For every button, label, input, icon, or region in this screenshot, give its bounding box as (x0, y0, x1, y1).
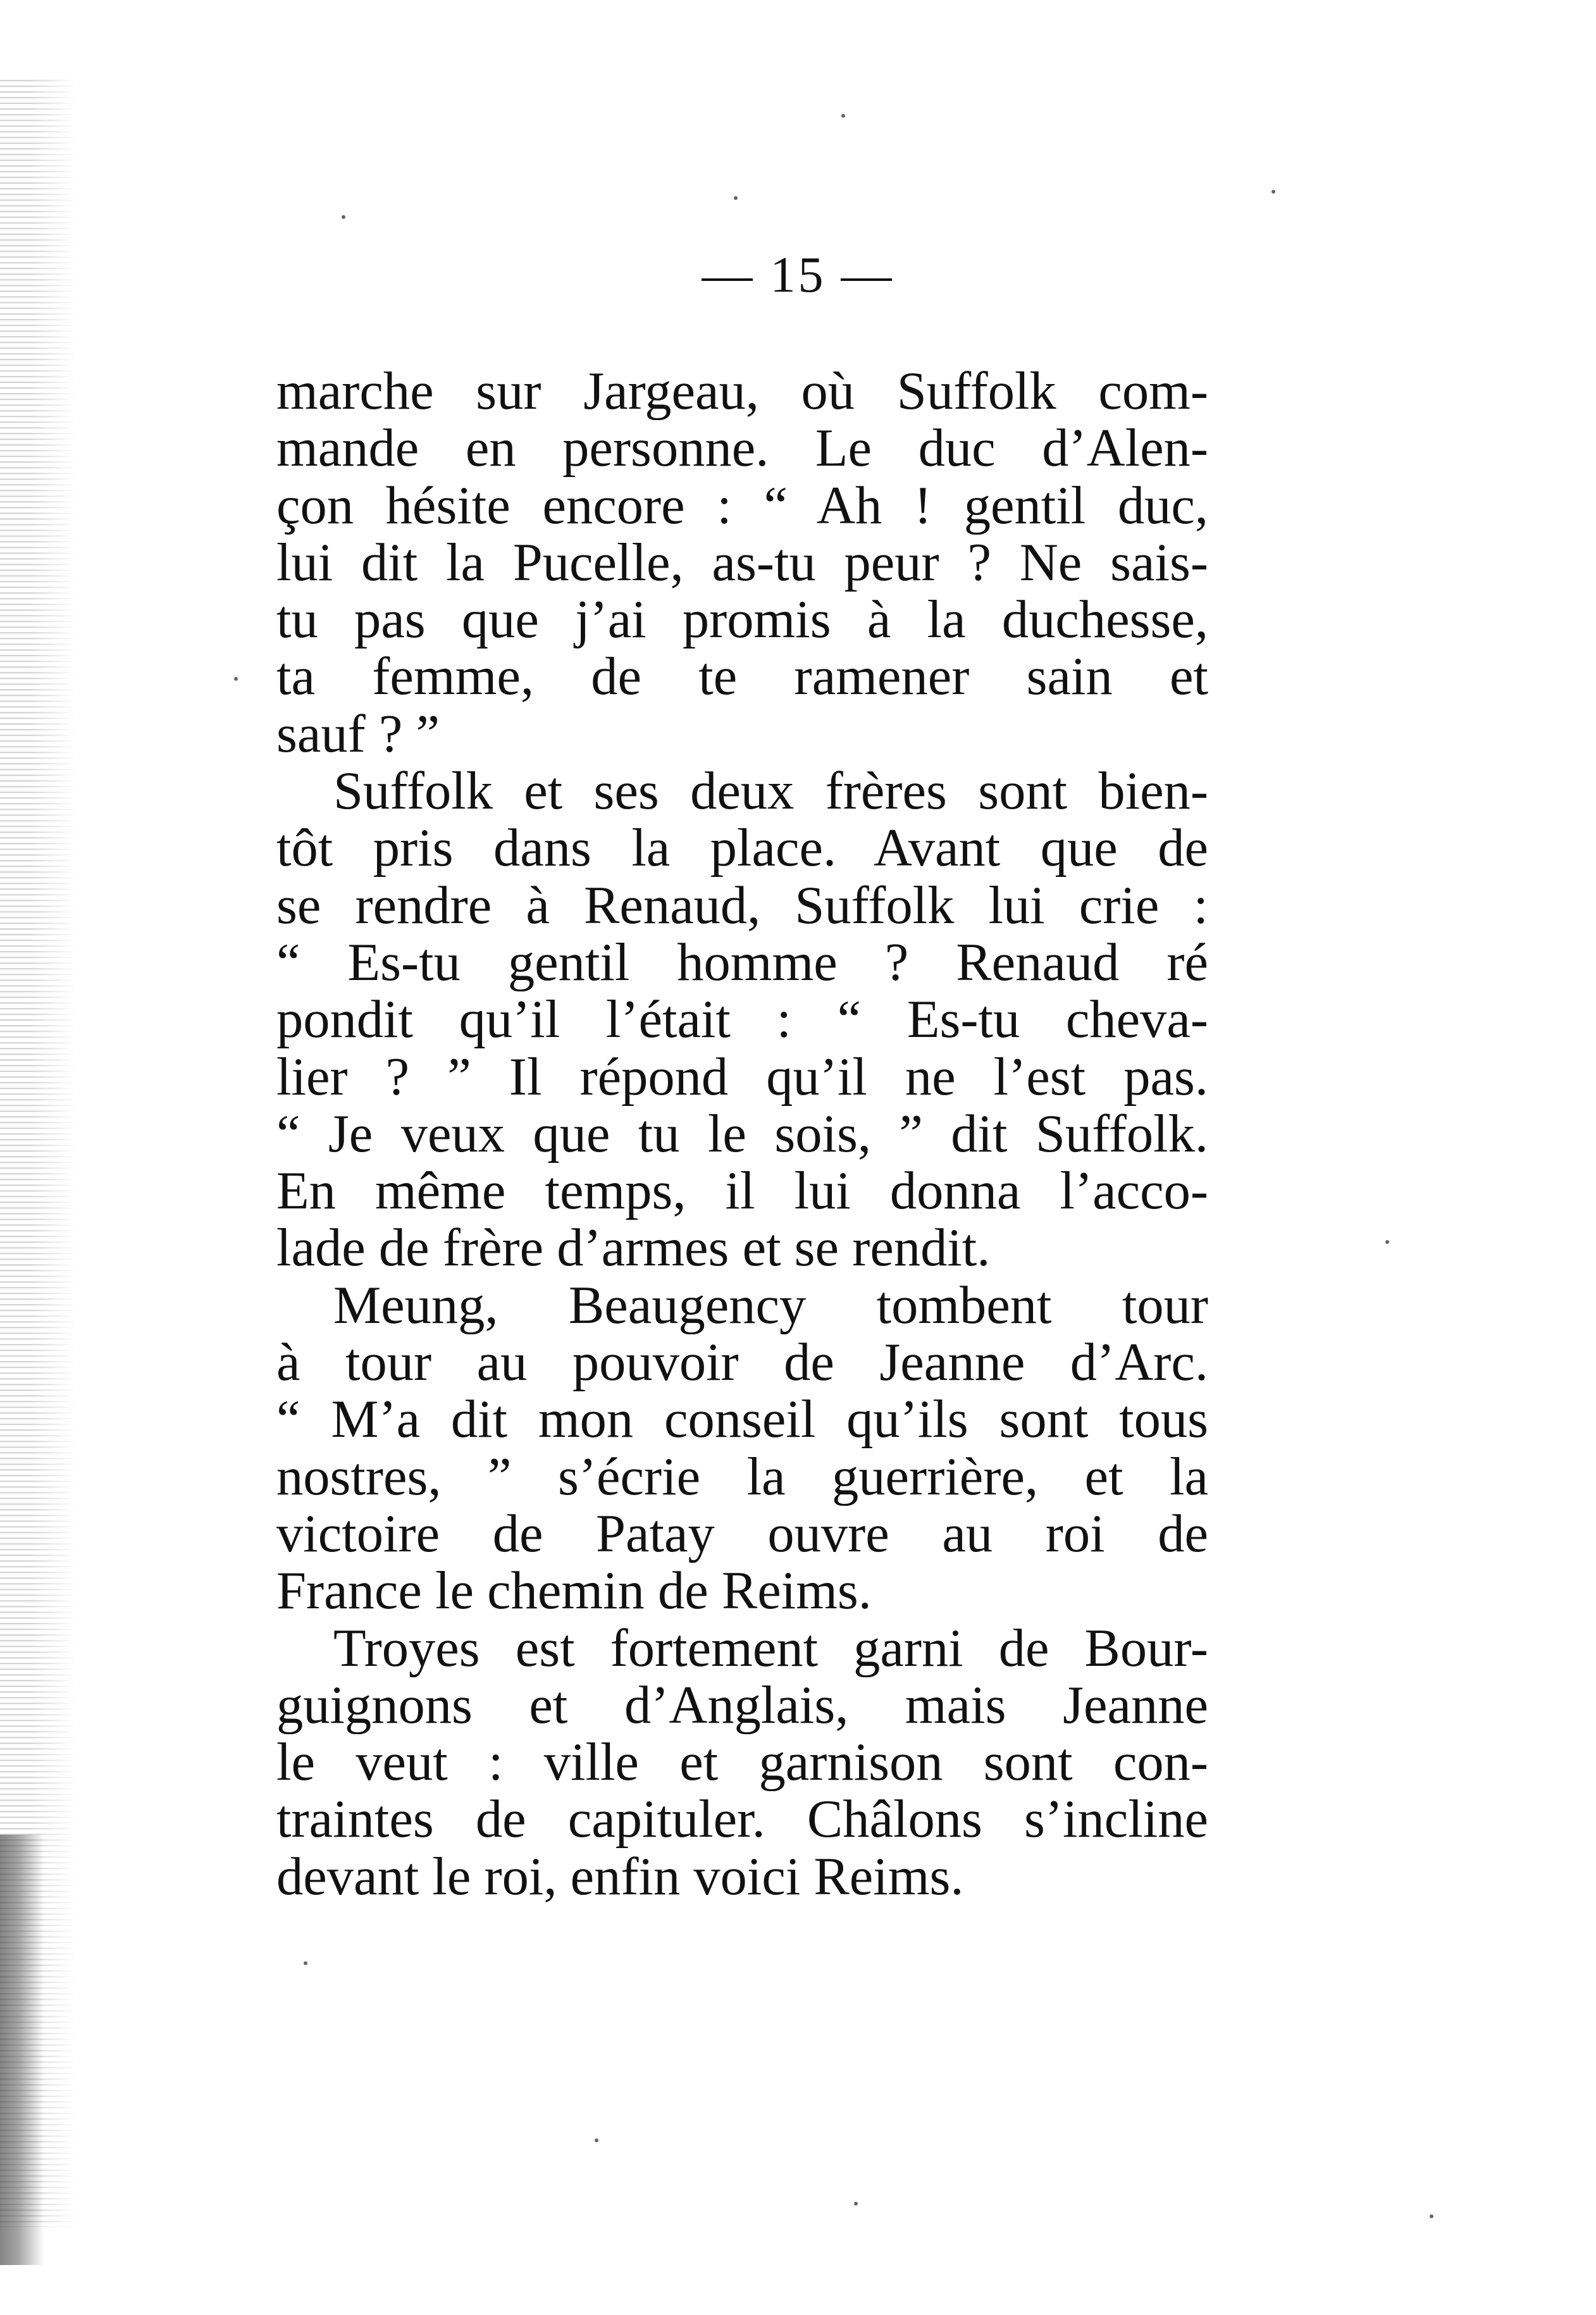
print-speck (734, 196, 738, 200)
text-line: traintes de capituler. Châlons s’incline (276, 1791, 1208, 1849)
text-line: “ Es-tu gentil homme ? Renaud ré (276, 934, 1208, 992)
text-line: nostres, ” s’écrie la guerrière, et la (276, 1448, 1208, 1506)
text-line: Troyes est fortement garni de Bour- (333, 1620, 1208, 1677)
print-speck (1430, 2214, 1433, 2218)
print-speck (841, 114, 845, 118)
print-speck (595, 2138, 598, 2142)
print-speck (304, 1961, 307, 1965)
text-line: pondit qu’il l’était : “ Es-tu cheva- (276, 991, 1208, 1049)
print-speck (1385, 1240, 1389, 1244)
body-text (276, 363, 1208, 1906)
text-line: le veut : ville et garnison sont con- (276, 1734, 1208, 1792)
page-number: — 15 — (702, 247, 894, 303)
print-speck (1271, 190, 1275, 194)
print-speck (234, 677, 238, 681)
text-line: guignons et d’Anglais, mais Jeanne (276, 1677, 1208, 1735)
text-line: Suffolk et ses deux frères sont bien- (333, 763, 1208, 821)
text-line: marche sur Jargeau, où Suffolk com- (276, 363, 1208, 421)
text-line: “ M’a dit mon conseil qu’ils sont tous (276, 1391, 1208, 1449)
text-line: tu pas que j’ai promis à la duchesse, (276, 592, 1208, 649)
page-binding-shadow (0, 1835, 44, 2265)
print-speck (854, 2202, 858, 2206)
text-line: ta femme, de te ramener sain et (276, 649, 1208, 706)
text-line: lier ? ” Il répond qu’il ne l’est pas. (276, 1048, 1208, 1106)
text-line: lui dit la Pucelle, as-tu peur ? Ne sais- (276, 534, 1208, 592)
text-line: victoire de Patay ouvre au roi de (276, 1505, 1208, 1563)
text-line: lade de frère d’armes et se rendit. (276, 1220, 991, 1277)
text-line: Meung, Beaugency tombent tour (333, 1277, 1208, 1335)
text-line: à tour au pouvoir de Jeanne d’Arc. (276, 1334, 1208, 1392)
text-line: se rendre à Renaud, Suffolk lui crie : (276, 877, 1208, 934)
text-line: sauf ? ” (276, 705, 440, 764)
text-line: En même temps, il lui donna l’acco- (276, 1163, 1208, 1220)
text-line: “ Je veux que tu le sois, ” dit Suffolk. (276, 1105, 1208, 1164)
print-speck (342, 215, 345, 219)
text-line: tôt pris dans la place. Avant que de (276, 820, 1208, 878)
text-line: mande en personne. Le duc d’Alen- (276, 420, 1208, 478)
text-line: France le chemin de Reims. (276, 1563, 872, 1620)
text-line: çon hésite encore : “ Ah ! gentil duc, (276, 477, 1208, 535)
text-line: devant le roi, enfin voici Reims. (276, 1848, 964, 1906)
